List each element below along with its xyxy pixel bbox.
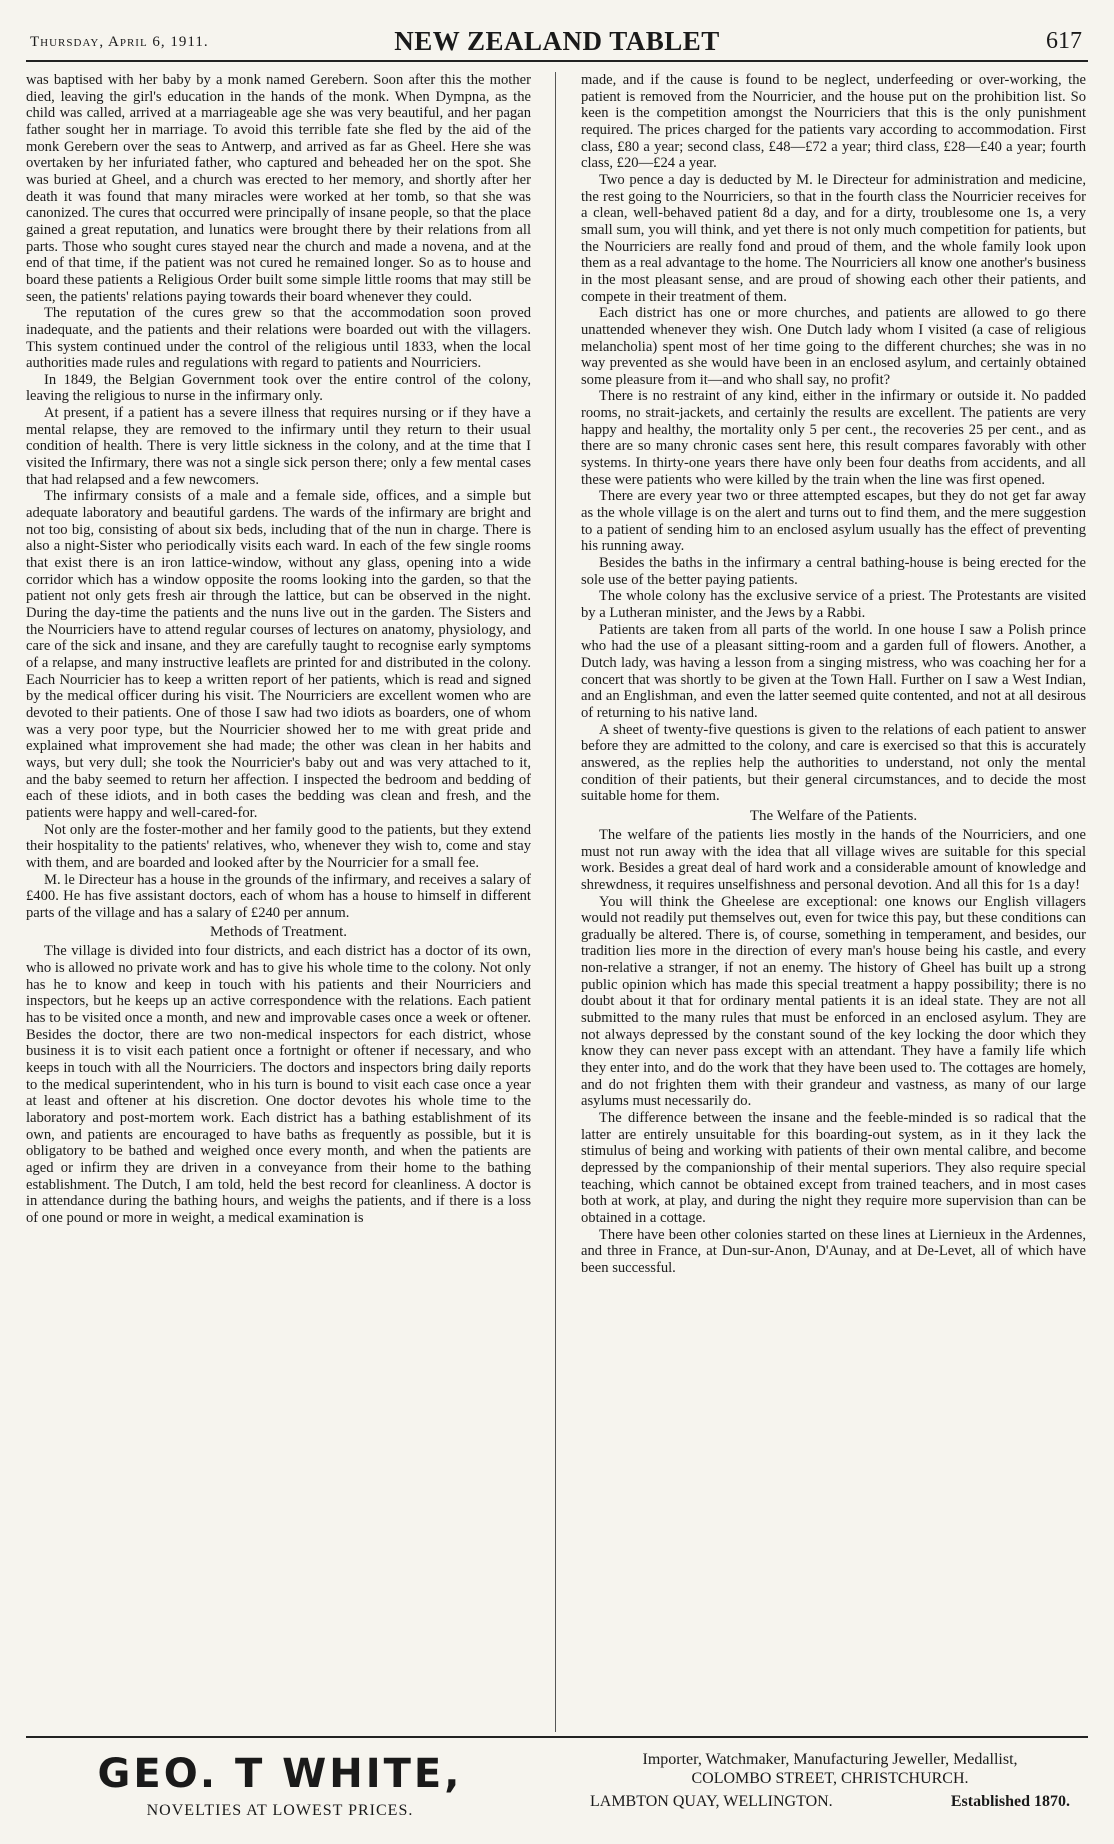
paragraph: was baptised with her baby by a monk named Gerebern. Soon after this the mother died, leaving the girl's education in the hands of the monk. When Dympna, as the child was called, arrived at a marriageable age she was very beautiful, and her pagan father sought her in marriage. To avoid this terrible fate she fled by the aid of the monk Gerebern over the seas to Antwerp, and arrived as far as Gheel. Here she was overtaken by her infuriated father, who captured and beheaded her on the spot. She was buried at Gheel, and a church was erected to her memory, and shortly after her death it was found that many miracles were worked at her tomb, so that she was canonized. The cures that occurred were principally of insane people, so that the place gained a great reputation, and lunatics were brought there by their relations from all parts. Those who sought cures stayed near the church and made a novena, and at the end of that time, if the patient was not cured he remained longer. So as to house and board these patients a Religious Order built some simple little rooms that may still be seen, the patients' relations paying towards their board whenever they could. [26, 72, 531, 305]
paragraph: made, and if the cause is found to be neglect, underfeeding or over-working, the patient is removed from the Nourricier, and the house put on the prohibition list. So keen is the competition amongst the Nourriciers that this is the only punishment required. The prices charged for the patients vary according to accommodation. First class, £80 a year; second class, £48—£72 a year; third class, £28—£40 a year; fourth class, £20—£24 a year. [581, 72, 1086, 172]
paragraph: There are every year two or three attempted escapes, but they do not get far away as the whole village is on the alert and turns out to find them, and the mere suggestion to a patient of sending him to an enclosed asylum usually has the effect of preventing his running away. [581, 488, 1086, 555]
advertisement-brand [60, 1752, 500, 1820]
advertiser-established: Established 1870. [950, 1793, 1070, 1810]
paragraph: The welfare of the patients lies mostly in the hands of the Nourriciers, and one must not run away with the idea that all village wives are suitable for this special work. Besides a great deal of hard work and a considerable amount of knowledge and shrewdness, it requires unselfishness and personal devotion. And all this for 1s a day! [581, 826, 1086, 893]
paragraph: The infirmary consists of a male and a female side, offices, and a simple but adequate laboratory and beautiful gardens. The wards of the infirmary are bright and not too big, consisting of about six beds, including that of the nun in charge. There is also a night-Sister who periodically visits each ward. In each of the few single rooms that exist there is an iron lattice-window, without any glass, opening into a wide corridor which has a window opposite the rooms looking into the garden, so that the patient not only gets fresh air through the lattice, but can be observed in the night. During the day-time the patients and the nuns live out in the garden. The Sisters and the Nourriciers have to attend regular courses of lectures on anatomy, physiology, and care of the sick and insane, and they are carefully taught to recognise early symptoms of a relapse, and many instructive leaflets are printed for and distributed in the colony. Each Nourricier has to keep a written report of her patients, which is read and signed by the medical officer during his visit. The Nourriciers are excellent women who are devoted to their patients. One of those I saw had two idiots as boarders, one of whom was a very poor type, but the Nourricier showed her to me with great pride and explained what improvement she had made; the other was clean in her habits and ways, but very dull; she took the Nourricier's baby out and was very attached to it, and the baby seemed to return her affection. I inspected the bedroom and bedding of each of these idiots, and in both cases the bedding was clean and fresh, and the patients were happy and well-cared-for. [26, 488, 531, 821]
paragraph: The whole colony has the exclusive service of a priest. The Protestants are visited by a Lutheran minister, and the Jews by a Rabbi. [581, 588, 1086, 621]
paragraph: You will think the Gheelese are exceptional: one knows our English villagers would not readily put themselves out, even for twice this pay, but these conditions can gradually be altered. There is, of course, something in temperament, and besides, our tradition lies more in the direction of every man's house being his castle, and every non-relative a stranger, if not an enemy. The history of Gheel has built up a strong public opinion which has made this special treatment a happy possibility; there is no doubt about it that for ordinary mental patients it is an ideal state. They are not all submitted to the many rules that must be enforced in an enclosed asylum. They are not always depressed by the constant sound of the key locking the door which they know they can never pass except with an attendant. They have a family life which they enter into, and do the work that they have been used to. The cottages are homely, and do not frighten them with their grandeur and vastness, as many of our large asylums must necessarily do. [581, 893, 1086, 1110]
advertiser-name: GEO. T WHITE, [97, 1751, 463, 1797]
paragraph: The village is divided into four districts, and each district has a doctor of its own, who is allowed no private work and has to give his whole time to the colony. Not only has he to know and keep in touch with his patients and their Nourriciers and inspectors, but he keeps up an active correspondence with the relations. Each patient has to be visited once a month, and new and improvable cases once a week or oftener. Besides the doctor, there are two non-medical inspectors for each district, whose business it is to visit each patient once a fortnight or oftener if necessary, and who keeps in touch with all the Nourriciers. The doctors and inspectors bring daily reports to the medical superintendent, who in his turn is bound to visit each case once a year at least and oftener at his discretion. One doctor devotes his whole time to the laboratory and post-mortem work. Each district has a bathing establishment of its own, and patients are encouraged to have baths as frequently as possible, but it is obligatory to be bathed and weighed once every month, and when the patients are aged or infirm they are driven in a conveyance from their home to the bathing establishment. The Dutch, I am told, held the best record for cleanliness. A doctor is in attendance during the bathing hours, and weighs the patients, and if there is a loss of one pound or more in weight, a medical examination is [26, 943, 531, 1226]
masthead [26, 22, 1088, 62]
advertisement-details [590, 1750, 1070, 1811]
paragraph: The difference between the insane and the feeble-minded is so radical that the latter are entirely unsuitable for this boarding-out system, as in it they lack the stimulus of being and working with patients of their own mental calibre, and become depressed by the companionship of their mental superiors. They also require special teaching, which cannot be obtained except from trained teachers, and in most cases both at work, at play, and during the night they require more supervision than can be obtained in a cottage. [581, 1110, 1086, 1226]
advertiser-description: Importer, Watchmaker, Manufacturing Jeweller, Medallist, [642, 1751, 1018, 1768]
issue-date: Thursday, April 6, 1911. [30, 34, 209, 50]
newspaper-title: NEW ZEALAND TABLET [394, 26, 720, 56]
paragraph: There is no restraint of any kind, either in the infirmary or outside it. No padded rooms, no strait-jackets, and certainly the results are excellent. The patients are very happy and healthy, the mortality only 5 per cent., the recoveries 25 per cent., and as there are so many chronic cases sent here, this result compares favorably with other systems. In thirty-one years there have only been four deaths from accidents, and all these were patients who were killed by the train when the line was first opened. [581, 388, 1086, 488]
advertisement-rule [26, 1736, 1088, 1738]
article-columns [26, 72, 1088, 1732]
advertiser-tagline: NOVELTIES AT LOWEST PRICES. [146, 1802, 414, 1819]
paragraph: At present, if a patient has a severe illness that requires nursing or if they have a mental relapse, they are removed to the infirmary until they return to their usual condition of health. There is very little sickness in the colony, and at the time that I visited the Infirmary, there was not a single sick person there; only a few mental cases that had relapsed and a few newcomers. [26, 405, 531, 488]
right-column [581, 72, 1086, 1732]
paragraph: Patients are taken from all parts of the world. In one house I saw a Polish prince who had the use of a pleasant sitting-room and a garden full of flowers. Another, a Dutch lady, was having a lesson from a singing mistress, who was coaching her for a concert that was shortly to be given at the Town Hall. Further on I saw a West Indian, and an Englishman, and even the latter seemed quite contented, and not at all desirous of returning to his native land. [581, 621, 1086, 721]
page-number: 617 [1046, 28, 1082, 54]
paragraph: Each district has one or more churches, and patients are allowed to go there unattended whenever they wish. One Dutch lady whom I visited (a case of religious melancholia) spent most of her time going to the different churches; she was in no way prevented as she would have been in an enclosed asylum, and certainly obtained some pleasure from it—and who shall say, no profit? [581, 305, 1086, 388]
section-heading-welfare: The Welfare of the Patients. [749, 807, 918, 824]
paragraph: In 1849, the Belgian Government took over the entire control of the colony, leaving the religious to nurse in the infirmary only. [26, 371, 531, 405]
paragraph: M. le Directeur has a house in the grounds of the infirmary, and receives a salary of £400. He has five assistant doctors, each of whom has a house to himself in different parts of the village and has a salary of £240 per annum. [26, 871, 531, 921]
section-heading-methods: Methods of Treatment. [209, 924, 348, 941]
left-column [26, 72, 531, 1732]
paragraph: Two pence a day is deducted by M. le Directeur for administration and medicine, the rest going to the Nourriciers, so that in the fourth class the Nourricier receives for a clean, well-behaved patient 8d a day, and for a dirty, troublesome one 1s, a very small sum, you will think, and yet there is not only much competition for patients, but the Nourriciers are really fond and proud of them, and the whole family look upon them as a real advantage to the home. The Nourriciers all know one another's business in the most pleasant sense, and are proud of showing each other their patients, and compete in their treatment of them. [581, 171, 1086, 305]
column-rule [555, 72, 556, 1732]
advertiser-address-christchurch: COLOMBO STREET, CHRISTCHURCH. [691, 1770, 969, 1787]
paragraph: A sheet of twenty-five questions is given to the relations of each patient to answer before they are admitted to the colony, and care is exercised so that this is accurately answered, as the replies help the authorities to understand, not only the mental condition of their patients, but their general circumstances, and to decide the most suitable home for them. [581, 721, 1086, 805]
advertiser-address-line [590, 1792, 1070, 1811]
paragraph: Besides the baths in the infirmary a central bathing-house is being erected for the sole use of the better paying patients. [581, 555, 1086, 588]
paragraph: There have been other colonies started on these lines at Liernieux in the Ardennes, and three in France, at Dun-sur-Anon, D'Aunay, and at De-Levet, all of which have been successful. [581, 1226, 1086, 1276]
advertiser-address-wellington: LAMBTON QUAY, WELLINGTON. [590, 1793, 833, 1810]
paragraph: The reputation of the cures grew so that the accommodation soon proved inadequate, and the patients and their relations were boarded out with the villagers. This system continued under the control of the religious until 1833, when the local authorities made rules and regulations with regard to patients and Nourriciers. [26, 305, 531, 372]
paragraph: Not only are the foster-mother and her family good to the patients, but they extend their hospitality to the patients' relatives, who, whenever they wish to, come and stay with them, and are boarded and looked after by the Nourricier for a small fee. [26, 821, 531, 871]
